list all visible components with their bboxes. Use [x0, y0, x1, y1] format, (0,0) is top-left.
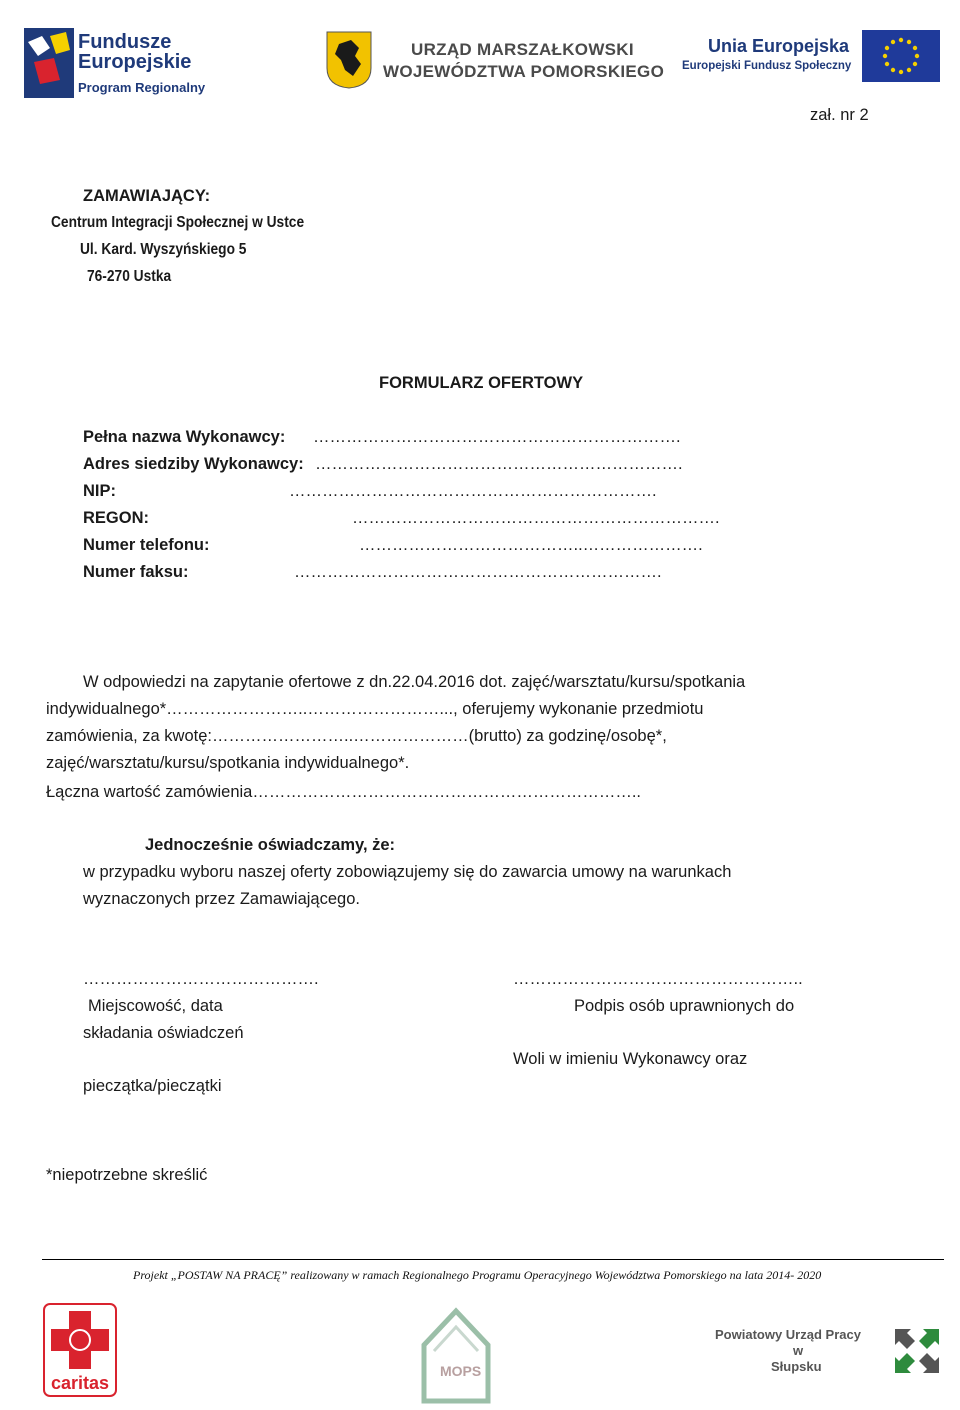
- field-label-address: Adres siedziby Wykonawcy:: [83, 455, 304, 473]
- offer-line-4: zajęć/warsztatu/kursu/spotkania indywidualnego*.: [46, 754, 410, 772]
- fe-line1: Fundusze: [78, 31, 172, 53]
- mops-label: MOPS: [440, 1363, 482, 1379]
- field-label-fax: Numer faksu:: [83, 563, 189, 581]
- urzad-marszalkowski-logo: [325, 30, 665, 90]
- orderer-label: ZAMAWIAJĄCY:: [83, 187, 211, 205]
- fe-line3: Program Regionalny: [78, 80, 206, 95]
- declaration-line-1: w przypadku wyboru naszej oferty zobowiązujemy się do zawarcia umowy na warunkach: [83, 863, 732, 881]
- unia-europejska-logo: [680, 30, 942, 86]
- pup-arrows-icon: [891, 1325, 943, 1377]
- um-line1: URZĄD MARSZAŁKOWSKI: [411, 40, 634, 59]
- offer-line-2: indywidualnego*……………………..……………………..., oferujemy wykonanie przedmiotu: [46, 700, 704, 718]
- footer-divider: [42, 1259, 944, 1260]
- signature-left-line-2: składania oświadczeń: [83, 1024, 244, 1042]
- declaration-heading: Jednocześnie oświadczamy, że:: [145, 836, 396, 854]
- fe-star-icon: [20, 22, 82, 100]
- caritas-label: caritas: [51, 1373, 110, 1393]
- field-value-full-name[interactable]: ………………………………………………………….: [313, 428, 681, 446]
- attachment-number: zał. nr 2: [810, 106, 869, 124]
- signature-left-dots[interactable]: …………………………………….: [83, 970, 319, 988]
- declaration-line-2: wyznaczonych przez Zamawiającego.: [83, 890, 360, 908]
- field-label-nip: NIP:: [83, 482, 116, 500]
- griffin-crest-icon: [325, 30, 373, 90]
- pup-line2: w: [793, 1343, 804, 1358]
- mops-logo: [416, 1305, 496, 1405]
- offer-line-3: zamówienia, za kwotę:……………………..…………………(brutto) za godzinę/osobę*,: [46, 727, 667, 745]
- field-value-phone[interactable]: …………………………………..………………….: [359, 536, 703, 554]
- field-value-regon[interactable]: ………………………………………………………….: [352, 509, 720, 527]
- mops-house-icon: [416, 1305, 496, 1405]
- project-note: Projekt „POSTAW NA PRACĘ” realizowany w ramach Regionalnego Programu Operacyjnego Województwa Pomorskiego na lata 2014- 2020: [133, 1268, 822, 1282]
- form-title: FORMULARZ OFERTOWY: [379, 374, 584, 392]
- fe-line2: Europejskie: [78, 51, 192, 73]
- field-label-regon: REGON:: [83, 509, 149, 527]
- signature-right-line-1: Podpis osób uprawnionych do: [574, 997, 795, 1015]
- ue-line2: Europejski Fundusz Społeczny: [682, 60, 852, 72]
- field-value-nip[interactable]: ………………………………………………………….: [289, 482, 657, 500]
- um-line2: WOJEWÓDZTWA POMORSKIEGO: [383, 62, 665, 81]
- field-value-address[interactable]: ………………………………………………………….: [315, 455, 683, 473]
- pup-line3: Słupsku: [771, 1359, 822, 1374]
- signature-right-line-2: Woli w imieniu Wykonawcy oraz: [513, 1050, 748, 1068]
- signature-left-line-3: pieczątka/pieczątki: [83, 1077, 222, 1095]
- ue-line1: Unia Europejska: [708, 36, 850, 56]
- fundusze-europejskie-logo: [20, 22, 220, 102]
- orderer-street: Ul. Kard. Wyszyńskiego 5: [80, 241, 247, 258]
- orderer-name: Centrum Integracji Społecznej w Ustce: [51, 214, 305, 231]
- orderer-city: 76-270 Ustka: [87, 268, 172, 285]
- field-label-phone: Numer telefonu:: [83, 536, 210, 554]
- pup-line1: Powiatowy Urząd Pracy: [715, 1327, 861, 1342]
- field-value-fax[interactable]: ………………………………………………………….: [294, 563, 662, 581]
- eu-flag-icon: [862, 30, 940, 82]
- pup-slupsk-logo: [715, 1325, 945, 1381]
- offer-line-1: W odpowiedzi na zapytanie ofertowe z dn.22.04.2016 dot. zajęć/warsztatu/kursu/spotkania: [83, 673, 746, 691]
- signature-right-dots[interactable]: ……………………………………………..: [513, 970, 803, 988]
- caritas-logo: [43, 1303, 117, 1397]
- footnote: *niepotrzebne skreślić: [46, 1166, 208, 1184]
- field-label-full-name: Pełna nazwa Wykonawcy:: [83, 428, 286, 446]
- offer-total: Łączna wartość zamówienia……………………………………………………………..: [46, 783, 642, 801]
- signature-left-line-1: Miejscowość, data: [88, 997, 223, 1015]
